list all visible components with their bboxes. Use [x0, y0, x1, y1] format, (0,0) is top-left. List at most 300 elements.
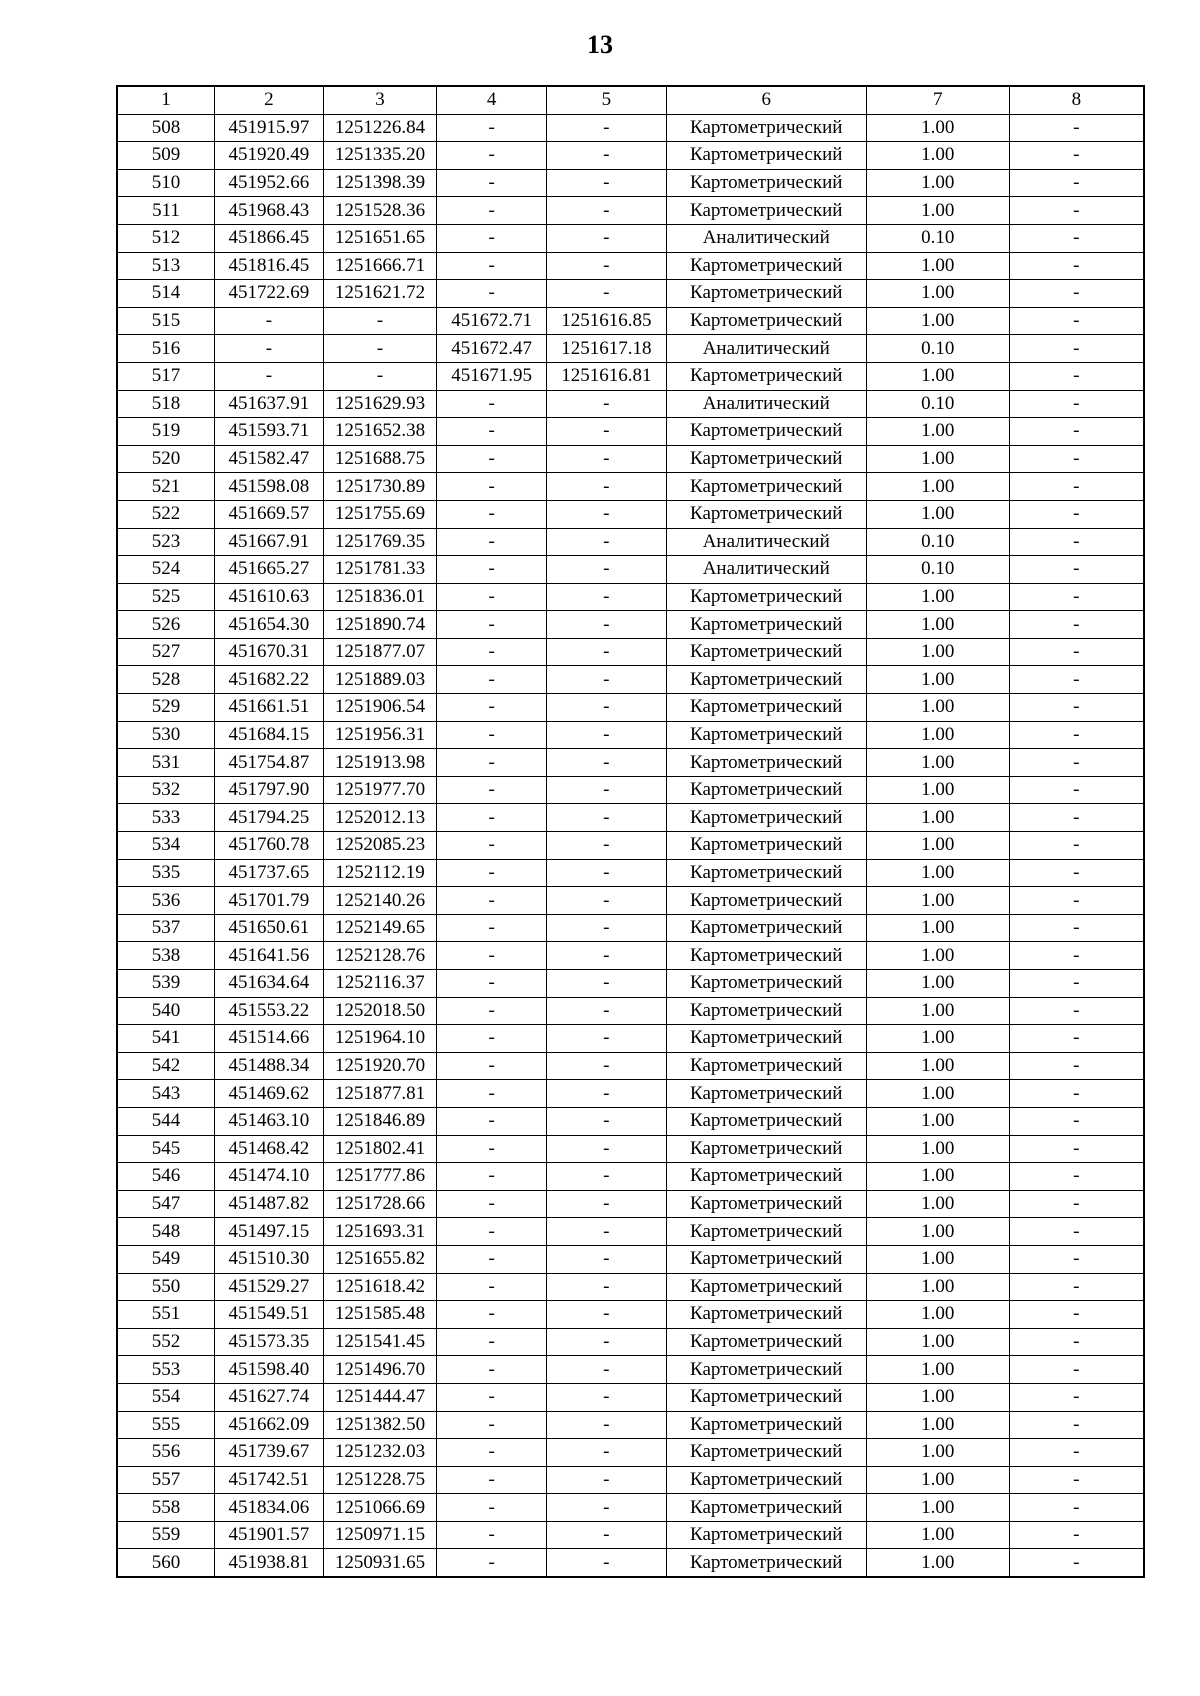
accuracy-cell: 1.00 [866, 887, 1009, 915]
x-coordinate-cell: 451488.34 [215, 1052, 324, 1080]
y-coordinate-cell: 1251836.01 [323, 583, 437, 611]
y-coordinate-cell: 1251877.07 [323, 638, 437, 666]
table-row [117, 500, 1144, 528]
x-coordinate-cell: 451469.62 [215, 1080, 324, 1108]
x-coordinate-cell: 451901.57 [215, 1521, 324, 1549]
y-new-cell: - [546, 280, 666, 308]
y-coordinate-cell: 1251777.86 [323, 1163, 437, 1191]
y-new-cell: - [546, 528, 666, 556]
x-new-cell: - [437, 1356, 547, 1384]
accuracy-cell: 1.00 [866, 280, 1009, 308]
x-new-cell: - [437, 1328, 547, 1356]
x-coordinate-cell: 451952.66 [215, 169, 324, 197]
table-row [117, 721, 1144, 749]
table-row [117, 142, 1144, 170]
description-cell: - [1009, 390, 1144, 418]
table-row [117, 749, 1144, 777]
x-new-cell: - [437, 169, 547, 197]
point-number-cell: 553 [117, 1356, 215, 1384]
x-coordinate-cell: 451610.63 [215, 583, 324, 611]
y-coordinate-cell: 1251398.39 [323, 169, 437, 197]
x-new-cell: - [437, 1107, 547, 1135]
x-new-cell: - [437, 1273, 547, 1301]
x-new-cell: - [437, 224, 547, 252]
x-coordinate-cell: 451742.51 [215, 1466, 324, 1494]
accuracy-cell: 1.00 [866, 1273, 1009, 1301]
y-coordinate-cell: 1252140.26 [323, 887, 437, 915]
method-cell: Картометрический [666, 721, 866, 749]
description-cell: - [1009, 1273, 1144, 1301]
y-coordinate-cell: 1251444.47 [323, 1383, 437, 1411]
accuracy-cell: 1.00 [866, 1301, 1009, 1329]
point-number-cell: 544 [117, 1107, 215, 1135]
point-number-cell: 540 [117, 997, 215, 1025]
point-number-cell: 551 [117, 1301, 215, 1329]
accuracy-cell: 0.10 [866, 556, 1009, 584]
accuracy-cell: 1.00 [866, 1521, 1009, 1549]
point-number-cell: 524 [117, 556, 215, 584]
method-cell: Картометрический [666, 859, 866, 887]
y-new-cell: - [546, 1466, 666, 1494]
x-new-cell: - [437, 556, 547, 584]
y-new-cell: - [546, 114, 666, 142]
y-coordinate-cell: 1251889.03 [323, 666, 437, 694]
method-cell: Картометрический [666, 1025, 866, 1053]
description-cell: - [1009, 1052, 1144, 1080]
accuracy-cell: 0.10 [866, 335, 1009, 363]
y-new-cell: - [546, 1107, 666, 1135]
accuracy-cell: 1.00 [866, 197, 1009, 225]
accuracy-cell: 1.00 [866, 1466, 1009, 1494]
table-row [117, 1135, 1144, 1163]
method-cell: Аналитический [666, 390, 866, 418]
x-coordinate-cell: 451463.10 [215, 1107, 324, 1135]
accuracy-cell: 1.00 [866, 500, 1009, 528]
description-cell: - [1009, 1025, 1144, 1053]
table-row [117, 556, 1144, 584]
y-coordinate-cell: 1251496.70 [323, 1356, 437, 1384]
x-new-cell: - [437, 1080, 547, 1108]
point-number-cell: 539 [117, 970, 215, 998]
table-row [117, 914, 1144, 942]
y-new-cell: - [546, 1025, 666, 1053]
x-new-cell: - [437, 832, 547, 860]
y-new-cell: - [546, 1549, 666, 1577]
description-cell: - [1009, 307, 1144, 335]
description-cell: - [1009, 556, 1144, 584]
y-new-cell: 1251616.85 [546, 307, 666, 335]
x-new-cell: - [437, 1163, 547, 1191]
accuracy-cell: 1.00 [866, 142, 1009, 170]
description-cell: - [1009, 197, 1144, 225]
accuracy-cell: 1.00 [866, 776, 1009, 804]
x-coordinate-cell: - [215, 335, 324, 363]
y-new-cell: - [546, 1273, 666, 1301]
method-cell: Картометрический [666, 1466, 866, 1494]
x-new-cell: - [437, 445, 547, 473]
y-new-cell: - [546, 445, 666, 473]
y-new-cell: - [546, 1190, 666, 1218]
x-coordinate-cell: 451468.42 [215, 1135, 324, 1163]
x-coordinate-cell: 451510.30 [215, 1245, 324, 1273]
method-cell: Картометрический [666, 1356, 866, 1384]
accuracy-cell: 0.10 [866, 224, 1009, 252]
table-row [117, 252, 1144, 280]
method-cell: Картометрический [666, 1549, 866, 1577]
table-row [117, 1356, 1144, 1384]
x-new-cell: - [437, 942, 547, 970]
x-coordinate-cell: 451598.08 [215, 473, 324, 501]
accuracy-cell: 1.00 [866, 997, 1009, 1025]
description-cell: - [1009, 611, 1144, 639]
method-cell: Аналитический [666, 335, 866, 363]
accuracy-cell: 1.00 [866, 694, 1009, 722]
accuracy-cell: 1.00 [866, 1383, 1009, 1411]
point-number-cell: 515 [117, 307, 215, 335]
point-number-cell: 527 [117, 638, 215, 666]
x-new-cell: - [437, 197, 547, 225]
method-cell: Картометрический [666, 114, 866, 142]
y-coordinate-cell: 1252012.13 [323, 804, 437, 832]
accuracy-cell: 1.00 [866, 445, 1009, 473]
x-new-cell: 451672.47 [437, 335, 547, 363]
y-coordinate-cell: 1251655.82 [323, 1245, 437, 1273]
x-new-cell: - [437, 997, 547, 1025]
description-cell: - [1009, 832, 1144, 860]
x-new-cell: - [437, 1521, 547, 1549]
method-cell: Аналитический [666, 224, 866, 252]
accuracy-cell: 1.00 [866, 114, 1009, 142]
description-cell: - [1009, 1163, 1144, 1191]
y-coordinate-cell: 1252112.19 [323, 859, 437, 887]
x-coordinate-cell: 451920.49 [215, 142, 324, 170]
x-coordinate-cell: 451682.22 [215, 666, 324, 694]
y-new-cell: - [546, 721, 666, 749]
description-cell: - [1009, 500, 1144, 528]
y-coordinate-cell: 1252018.50 [323, 997, 437, 1025]
x-new-cell: - [437, 776, 547, 804]
x-new-cell: - [437, 804, 547, 832]
description-cell: - [1009, 1466, 1144, 1494]
method-cell: Картометрический [666, 1190, 866, 1218]
y-new-cell: - [546, 500, 666, 528]
x-new-cell: - [437, 528, 547, 556]
y-new-cell: - [546, 1494, 666, 1522]
method-cell: Картометрический [666, 252, 866, 280]
x-new-cell: - [437, 1466, 547, 1494]
method-cell: Картометрический [666, 749, 866, 777]
description-cell: - [1009, 224, 1144, 252]
accuracy-cell: 1.00 [866, 638, 1009, 666]
point-number-cell: 508 [117, 114, 215, 142]
x-new-cell: - [437, 749, 547, 777]
point-number-cell: 532 [117, 776, 215, 804]
y-new-cell: - [546, 611, 666, 639]
y-new-cell: - [546, 390, 666, 418]
x-new-cell: - [437, 252, 547, 280]
x-coordinate-cell: 451654.30 [215, 611, 324, 639]
description-cell: - [1009, 418, 1144, 446]
y-coordinate-cell: 1251226.84 [323, 114, 437, 142]
table-row [117, 997, 1144, 1025]
table-row [117, 1107, 1144, 1135]
header-cell: 2 [215, 86, 324, 114]
table-row [117, 335, 1144, 363]
y-new-cell: - [546, 1411, 666, 1439]
point-number-cell: 509 [117, 142, 215, 170]
table-row [117, 1218, 1144, 1246]
point-number-cell: 519 [117, 418, 215, 446]
point-number-cell: 520 [117, 445, 215, 473]
description-cell: - [1009, 1549, 1144, 1577]
point-number-cell: 513 [117, 252, 215, 280]
header-cell: 1 [117, 86, 215, 114]
table-row [117, 583, 1144, 611]
description-cell: - [1009, 114, 1144, 142]
table-row [117, 197, 1144, 225]
y-coordinate-cell: 1251769.35 [323, 528, 437, 556]
description-cell: - [1009, 1301, 1144, 1329]
point-number-cell: 523 [117, 528, 215, 556]
y-coordinate-cell: 1250931.65 [323, 1549, 437, 1577]
x-new-cell: - [437, 1025, 547, 1053]
x-new-cell: - [437, 1190, 547, 1218]
accuracy-cell: 1.00 [866, 1494, 1009, 1522]
table-row [117, 362, 1144, 390]
description-cell: - [1009, 473, 1144, 501]
y-coordinate-cell: 1251730.89 [323, 473, 437, 501]
table-row [117, 528, 1144, 556]
x-coordinate-cell: 451816.45 [215, 252, 324, 280]
header-cell: 6 [666, 86, 866, 114]
table-row [117, 694, 1144, 722]
description-cell: - [1009, 1439, 1144, 1467]
y-coordinate-cell: 1251651.65 [323, 224, 437, 252]
table-row [117, 280, 1144, 308]
description-cell: - [1009, 942, 1144, 970]
accuracy-cell: 1.00 [866, 1439, 1009, 1467]
method-cell: Картометрический [666, 694, 866, 722]
x-coordinate-cell: 451670.31 [215, 638, 324, 666]
description-cell: - [1009, 528, 1144, 556]
x-coordinate-cell: 451684.15 [215, 721, 324, 749]
method-cell: Картометрический [666, 832, 866, 860]
accuracy-cell: 0.10 [866, 390, 1009, 418]
y-coordinate-cell: 1251066.69 [323, 1494, 437, 1522]
description-cell: - [1009, 1328, 1144, 1356]
accuracy-cell: 1.00 [866, 666, 1009, 694]
accuracy-cell: 1.00 [866, 1549, 1009, 1577]
method-cell: Картометрический [666, 776, 866, 804]
y-coordinate-cell: 1251688.75 [323, 445, 437, 473]
description-cell: - [1009, 1245, 1144, 1273]
point-number-cell: 536 [117, 887, 215, 915]
point-number-cell: 531 [117, 749, 215, 777]
y-new-cell: - [546, 224, 666, 252]
x-coordinate-cell: 451737.65 [215, 859, 324, 887]
header-cell: 4 [437, 86, 547, 114]
point-number-cell: 534 [117, 832, 215, 860]
y-new-cell: 1251616.81 [546, 362, 666, 390]
y-new-cell: - [546, 832, 666, 860]
y-new-cell: - [546, 1521, 666, 1549]
accuracy-cell: 1.00 [866, 418, 1009, 446]
description-cell: - [1009, 721, 1144, 749]
accuracy-cell: 1.00 [866, 1135, 1009, 1163]
y-coordinate-cell: 1251652.38 [323, 418, 437, 446]
y-coordinate-cell: 1250971.15 [323, 1521, 437, 1549]
description-cell: - [1009, 1135, 1144, 1163]
y-coordinate-cell: 1251541.45 [323, 1328, 437, 1356]
y-coordinate-cell: - [323, 335, 437, 363]
x-new-cell: - [437, 418, 547, 446]
x-new-cell: - [437, 473, 547, 501]
y-new-cell: - [546, 970, 666, 998]
description-cell: - [1009, 914, 1144, 942]
x-coordinate-cell: 451669.57 [215, 500, 324, 528]
table-row [117, 1328, 1144, 1356]
x-coordinate-cell: 451794.25 [215, 804, 324, 832]
y-coordinate-cell: 1252116.37 [323, 970, 437, 998]
accuracy-cell: 1.00 [866, 1025, 1009, 1053]
description-cell: - [1009, 142, 1144, 170]
description-cell: - [1009, 859, 1144, 887]
x-new-cell: - [437, 859, 547, 887]
point-number-cell: 548 [117, 1218, 215, 1246]
method-cell: Картометрический [666, 473, 866, 501]
table-row [117, 776, 1144, 804]
method-cell: Картометрический [666, 583, 866, 611]
method-cell: Картометрический [666, 1383, 866, 1411]
x-coordinate-cell: 451582.47 [215, 445, 324, 473]
method-cell: Картометрический [666, 1163, 866, 1191]
table-row [117, 1245, 1144, 1273]
method-cell: Картометрический [666, 169, 866, 197]
method-cell: Картометрический [666, 1494, 866, 1522]
x-coordinate-cell: 451662.09 [215, 1411, 324, 1439]
x-coordinate-cell: 451797.90 [215, 776, 324, 804]
table-row [117, 611, 1144, 639]
y-new-cell: - [546, 1301, 666, 1329]
point-number-cell: 530 [117, 721, 215, 749]
x-coordinate-cell: 451487.82 [215, 1190, 324, 1218]
y-new-cell: - [546, 252, 666, 280]
method-cell: Картометрический [666, 1521, 866, 1549]
point-number-cell: 517 [117, 362, 215, 390]
accuracy-cell: 1.00 [866, 611, 1009, 639]
x-coordinate-cell: 451598.40 [215, 1356, 324, 1384]
y-new-cell: - [546, 583, 666, 611]
x-new-cell: - [437, 887, 547, 915]
x-coordinate-cell: 451754.87 [215, 749, 324, 777]
description-cell: - [1009, 776, 1144, 804]
description-cell: - [1009, 887, 1144, 915]
accuracy-cell: 1.00 [866, 1163, 1009, 1191]
x-new-cell: - [437, 1439, 547, 1467]
description-cell: - [1009, 1107, 1144, 1135]
y-new-cell: - [546, 1439, 666, 1467]
method-cell: Картометрический [666, 942, 866, 970]
x-coordinate-cell: 451938.81 [215, 1549, 324, 1577]
y-coordinate-cell: 1251618.42 [323, 1273, 437, 1301]
point-number-cell: 546 [117, 1163, 215, 1191]
y-coordinate-cell: - [323, 307, 437, 335]
y-new-cell: - [546, 1080, 666, 1108]
y-coordinate-cell: 1252085.23 [323, 832, 437, 860]
point-number-cell: 541 [117, 1025, 215, 1053]
x-coordinate-cell: 451593.71 [215, 418, 324, 446]
method-cell: Картометрический [666, 500, 866, 528]
x-new-cell: - [437, 114, 547, 142]
point-number-cell: 543 [117, 1080, 215, 1108]
point-number-cell: 538 [117, 942, 215, 970]
description-cell: - [1009, 970, 1144, 998]
point-number-cell: 521 [117, 473, 215, 501]
x-new-cell: - [437, 970, 547, 998]
y-coordinate-cell: 1251693.31 [323, 1218, 437, 1246]
x-new-cell: - [437, 390, 547, 418]
accuracy-cell: 1.00 [866, 473, 1009, 501]
method-cell: Аналитический [666, 556, 866, 584]
method-cell: Картометрический [666, 197, 866, 225]
table-row [117, 638, 1144, 666]
description-cell: - [1009, 445, 1144, 473]
y-new-cell: - [546, 556, 666, 584]
x-new-cell: - [437, 1301, 547, 1329]
y-new-cell: - [546, 1218, 666, 1246]
y-new-cell: - [546, 1135, 666, 1163]
method-cell: Картометрический [666, 970, 866, 998]
point-number-cell: 510 [117, 169, 215, 197]
method-cell: Картометрический [666, 280, 866, 308]
description-cell: - [1009, 694, 1144, 722]
x-new-cell: - [437, 583, 547, 611]
accuracy-cell: 1.00 [866, 1328, 1009, 1356]
y-new-cell: - [546, 1383, 666, 1411]
point-number-cell: 545 [117, 1135, 215, 1163]
point-number-cell: 533 [117, 804, 215, 832]
y-coordinate-cell: 1251228.75 [323, 1466, 437, 1494]
page-number: 13 [587, 30, 613, 59]
accuracy-cell: 1.00 [866, 914, 1009, 942]
method-cell: Картометрический [666, 1301, 866, 1329]
accuracy-cell: 1.00 [866, 832, 1009, 860]
x-new-cell: - [437, 142, 547, 170]
x-new-cell: - [437, 1383, 547, 1411]
point-number-cell: 554 [117, 1383, 215, 1411]
description-cell: - [1009, 1080, 1144, 1108]
x-coordinate-cell: 451665.27 [215, 556, 324, 584]
header-cell: 5 [546, 86, 666, 114]
accuracy-cell: 1.00 [866, 362, 1009, 390]
x-coordinate-cell: 451722.69 [215, 280, 324, 308]
point-number-cell: 518 [117, 390, 215, 418]
point-number-cell: 528 [117, 666, 215, 694]
x-coordinate-cell: 451573.35 [215, 1328, 324, 1356]
table-row [117, 169, 1144, 197]
y-new-cell: - [546, 169, 666, 197]
x-coordinate-cell: 451514.66 [215, 1025, 324, 1053]
method-cell: Картометрический [666, 997, 866, 1025]
accuracy-cell: 1.00 [866, 1218, 1009, 1246]
accuracy-cell: 1.00 [866, 1411, 1009, 1439]
table-row [117, 1301, 1144, 1329]
y-coordinate-cell: 1251666.71 [323, 252, 437, 280]
description-cell: - [1009, 1190, 1144, 1218]
x-new-cell: - [437, 1411, 547, 1439]
table-row [117, 887, 1144, 915]
y-coordinate-cell: 1251232.03 [323, 1439, 437, 1467]
